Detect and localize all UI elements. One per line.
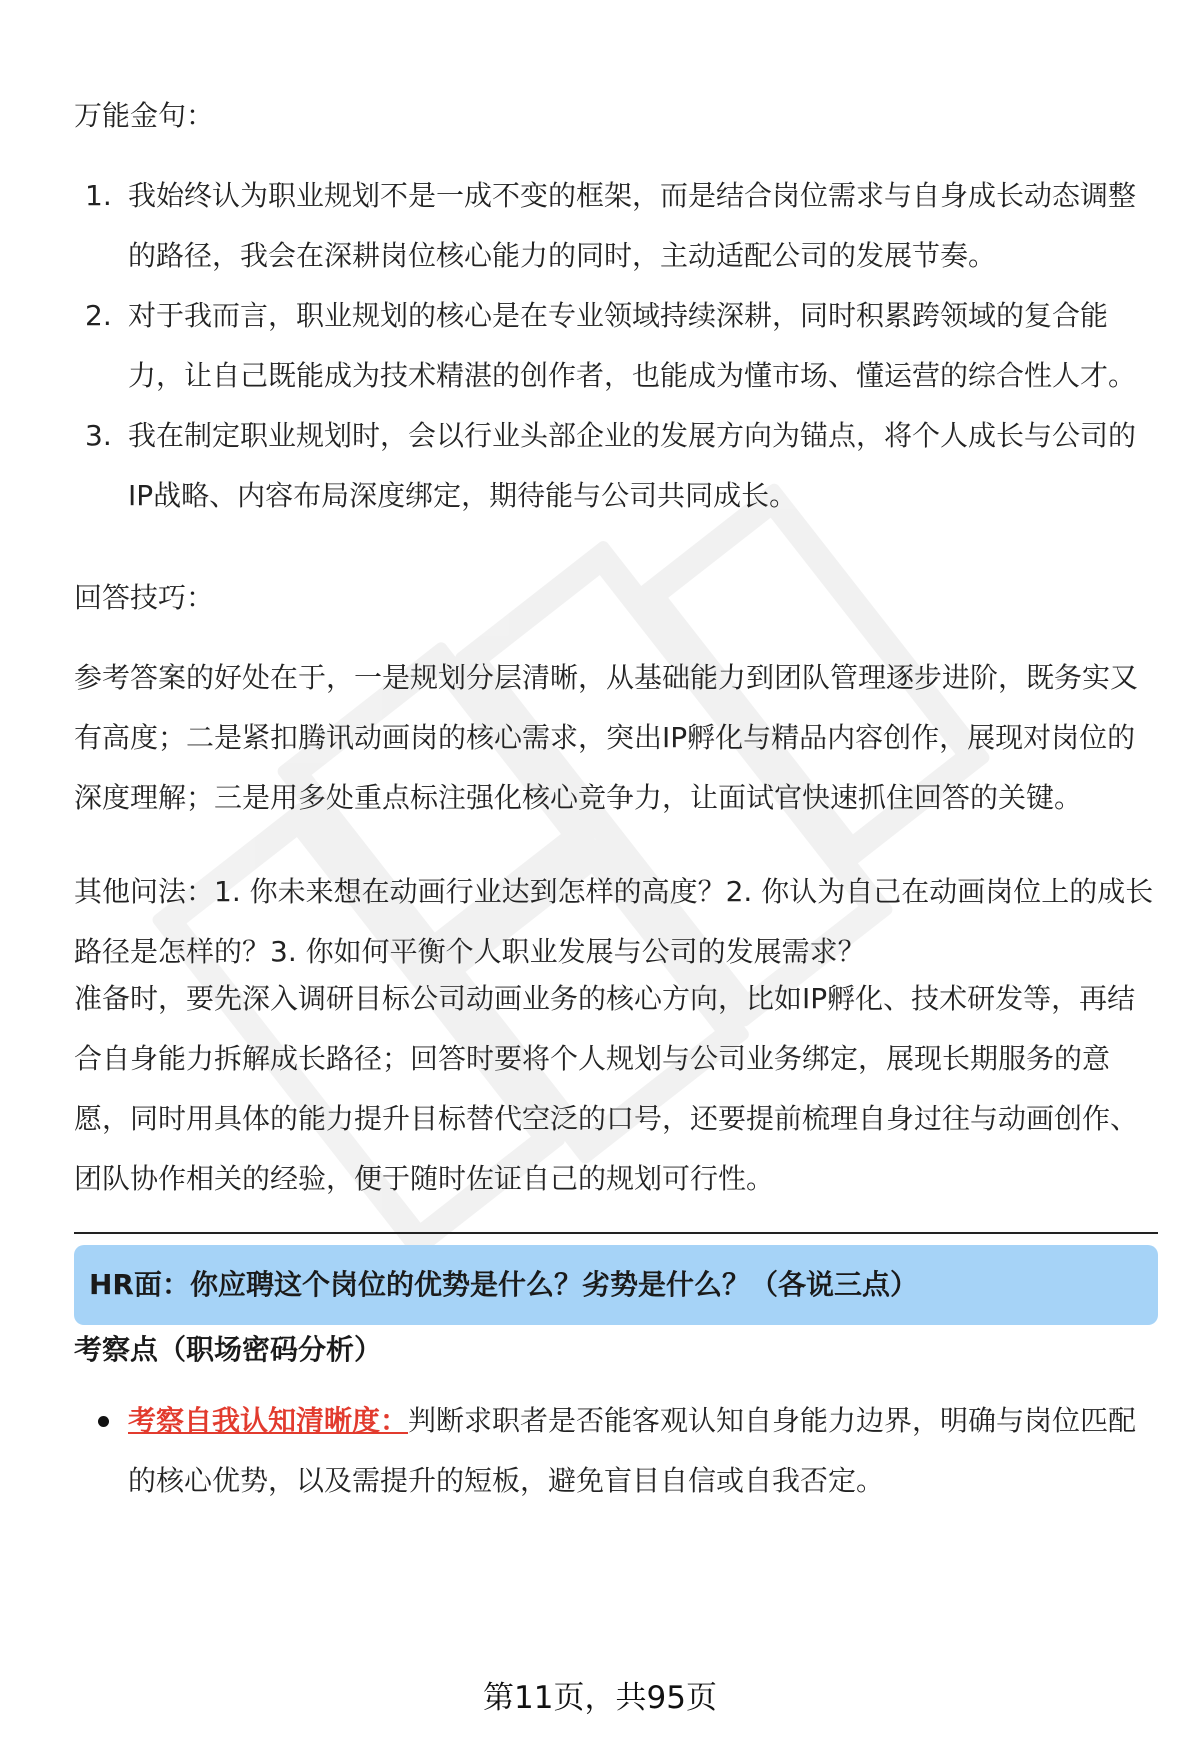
alternative-questions-paragraph: 其他问法：1. 你未来想在动画行业达到怎样的高度？2. 你认为自己在动画岗位上的成长路径是怎样的？3. 你如何平衡个人职业发展与公司的发展需求？ — [74, 875, 1154, 968]
list-number: 3. — [85, 419, 112, 452]
highlight-keyword: 考察自我认知清晰度： — [128, 1404, 409, 1437]
assessment-points-list — [74, 1391, 1158, 1511]
bullet-text: 判断求职者是否能客观认知自身能力边界，明确与岗位匹配的核心优势，以及需提升的短板，避免盲目自信或自我否定。 — [128, 1404, 1137, 1497]
golden-sentences-label: 万能金句： — [74, 99, 215, 132]
answer-tips-paragraph: 参考答案的好处在于，一是规划分层清晰，从基础能力到团队管理逐步进阶，既务实又有高度；二是紧扣腾讯动画岗的核心需求，突出IP孵化与精品内容创作，展现对岗位的深度理解；三是用多处重点标注强化核心竞争力，让面试官快速抓住回答的关键。 — [74, 661, 1139, 814]
page-footer: 第11页，共95页 — [483, 1680, 717, 1716]
question-banner: HR面：你应聘这个岗位的优势是什么？劣势是什么？（各说三点） — [74, 1245, 1158, 1325]
bullet-dot-icon — [98, 1416, 109, 1427]
list-item — [74, 406, 1158, 526]
section-divider — [74, 1232, 1158, 1234]
list-item-text: 我在制定职业规划时，会以行业头部企业的发展方向为锚点，将个人成长与公司的IP战略、内容布局深度绑定，期待能与公司共同成长。 — [128, 419, 1137, 512]
section-heading: 考察点（职场密码分析） — [74, 1333, 383, 1366]
list-number: 2. — [85, 299, 112, 332]
preparation-paragraph: 准备时，要先深入调研目标公司动画业务的核心方向，比如IP孵化、技术研发等，再结合自身能力拆解成长路径；回答时要将个人规划与公司业务绑定，展现长期服务的意愿，同时用具体的能力提升目标替代空泛的口号，还要提前梳理自身过往与动画创作、团队协作相关的经验，便于随时佐证自己的规划可行性。 — [74, 982, 1139, 1195]
list-number: 1. — [85, 179, 112, 212]
list-item-text: 对于我而言，职业规划的核心是在专业领域持续深耕，同时积累跨领域的复合能力，让自己既能成为技术精湛的创作者，也能成为懂市场、懂运营的综合性人才。 — [128, 299, 1137, 392]
list-item — [74, 166, 1158, 286]
answer-tips-label: 回答技巧： — [74, 581, 215, 614]
golden-sentences-list — [74, 166, 1158, 526]
bullet-item — [74, 1391, 1158, 1511]
list-item-text: 我始终认为职业规划不是一成不变的框架，而是结合岗位需求与自身成长动态调整的路径，我会在深耕岗位核心能力的同时，主动适配公司的发展节奏。 — [128, 179, 1137, 272]
list-item — [74, 286, 1158, 406]
